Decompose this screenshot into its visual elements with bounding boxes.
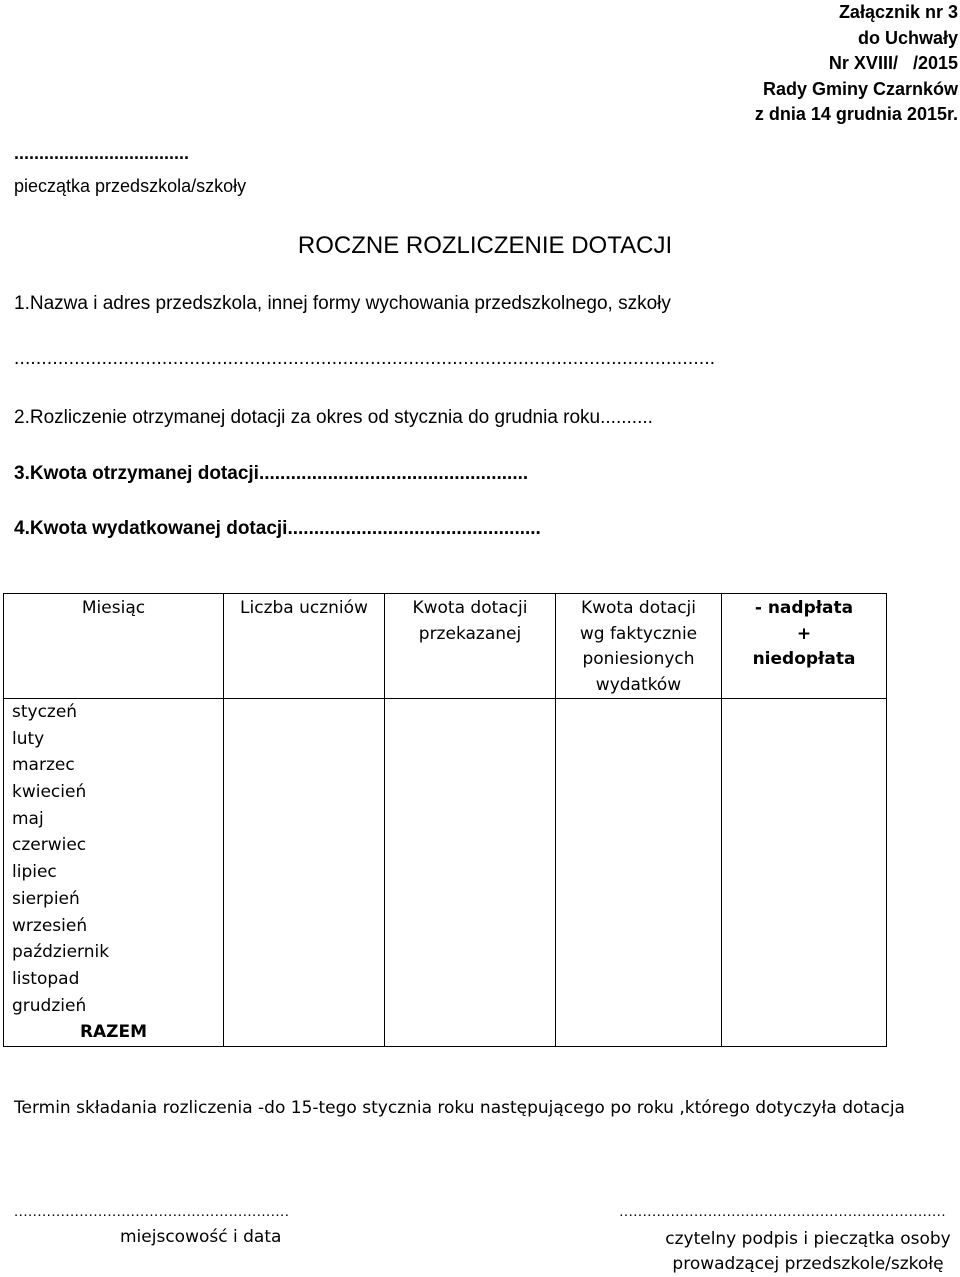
month-february: luty xyxy=(12,728,45,749)
col-header-balance: - nadpłata + niedopłata xyxy=(722,594,887,699)
stamp-dots[interactable]: ................................... xyxy=(14,143,190,163)
item-1-name-address: 1.Nazwa i adres przedszkola, innej formy wychowania przedszkolnego, szkoły xyxy=(14,293,671,314)
month-september: wrzesień xyxy=(12,915,88,936)
students-input-cell[interactable] xyxy=(224,699,385,1047)
submission-deadline-note: Termin składania rozliczenia -do 15-tego stycznia roku następującego po roku ,którego dotyczyła dotacja xyxy=(14,1098,905,1118)
signature-label: czytelny podpis i pieczątka osoby prowadzącej przedszkole/szkołę xyxy=(665,1229,951,1274)
actual-input-cell[interactable] xyxy=(556,699,722,1047)
month-april: kwiecień xyxy=(12,782,87,803)
header-line-2: do Uchwały xyxy=(857,27,958,48)
stamp-label: pieczątka przedszkola/szkoły xyxy=(14,176,247,196)
attachment-header xyxy=(718,0,958,128)
months-column xyxy=(4,699,224,1047)
balance-input-cell[interactable] xyxy=(722,699,887,1047)
document-title: ROCZNE ROZLICZENIE DOTACJI xyxy=(297,232,673,259)
month-june: czerwiec xyxy=(12,835,87,856)
month-march: marzec xyxy=(12,755,75,776)
transferred-input-cell[interactable] xyxy=(385,699,556,1047)
header-line-5: z dnia 14 grudnia 2015r. xyxy=(754,104,958,124)
table-header-row xyxy=(4,594,887,699)
item-2-period[interactable]: 2.Rozliczenie otrzymanej dotacji za okres od stycznia do grudnia roku.......... xyxy=(14,407,653,428)
col-header-actual: Kwota dotacji wg faktycznie poniesionych wydatków xyxy=(556,594,722,699)
table-body-row xyxy=(4,699,887,1047)
month-october: październik xyxy=(12,942,110,963)
place-date-label: miejscowość i data xyxy=(120,1227,282,1247)
col-header-students: Liczba uczniów xyxy=(224,594,385,699)
header-line-3: Nr XVIII/ /2015 xyxy=(828,53,958,73)
header-line-4: Rady Gminy Czarnków xyxy=(762,78,958,99)
total-label: RAZEM xyxy=(79,1022,148,1043)
month-december: grudzień xyxy=(12,995,87,1016)
month-august: sierpień xyxy=(12,888,80,909)
item-1-fill-line[interactable]: ................................................................................................................................ xyxy=(14,348,716,369)
col-header-month: Miesiąc xyxy=(4,594,224,699)
month-may: maj xyxy=(12,808,44,829)
item-3-received-amount[interactable]: 3.Kwota otrzymanej dotacji................................................... xyxy=(14,463,529,484)
settlement-table xyxy=(3,593,887,1047)
place-date-line[interactable]: ........................................................... xyxy=(14,1203,290,1220)
month-july: lipiec xyxy=(12,862,57,883)
header-line-1: Załącznik nr 3 xyxy=(838,2,958,22)
signature-line[interactable]: ...................................................................... xyxy=(619,1203,946,1220)
col-header-transferred: Kwota dotacji przekazanej xyxy=(385,594,556,699)
item-4-spent-amount[interactable]: 4.Kwota wydatkowanej dotacji................................................ xyxy=(14,518,541,539)
month-november: listopad xyxy=(12,968,80,989)
month-january: styczeń xyxy=(12,702,78,722)
